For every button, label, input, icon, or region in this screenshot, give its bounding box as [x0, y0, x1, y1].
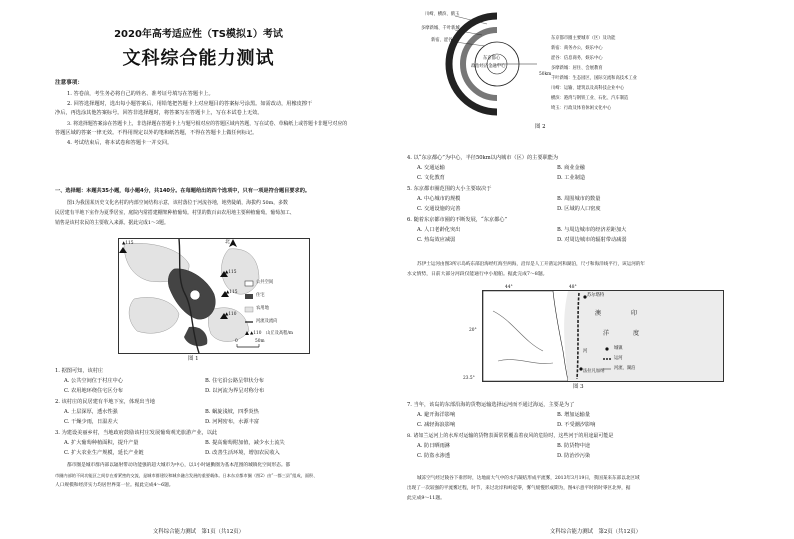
land-area	[483, 291, 568, 381]
option: C. 干燥少雨，日温差大	[64, 419, 118, 425]
option: B. 蜗旋浅坡，四季炎热	[205, 409, 259, 415]
place-label: 澳	[595, 310, 602, 317]
fig2-left-label: 川崎、横滨、鹤玉	[425, 12, 460, 17]
legend-label: 山丘及高程/m	[266, 331, 294, 336]
fig2-legend-item: 多摩新城：居住、会展教育	[551, 66, 603, 71]
figure-3-caption: 图 3	[573, 384, 584, 390]
exam-title: 2020年高考适应性（TS模拟1）考试	[114, 29, 283, 40]
legend-swatch-residential	[245, 294, 253, 299]
fig2-left-label: 新宿、涩谷	[431, 38, 453, 43]
option: C. 农用地环绕住宅区分布	[64, 388, 123, 394]
place-label: 法拉凡加纳	[583, 369, 605, 374]
intro-line: 销售是该村农民的主要收入来源。据此完成1～3题。	[55, 220, 169, 226]
fig2-legend-item: 横滨：港湾与钢铁工业、石化、汽车制造	[551, 96, 629, 101]
notice-line: 答题区域的答案一律无效。不得用规定以外的笔和纸答题，不得在答题卡上做任何标记。	[55, 130, 258, 136]
question-8: 8. 诸如兰运河上的水库对运输的货物表面常常覆盖着夜风的危险时，这些河于的用途最可能是	[407, 433, 614, 439]
option: D. 对周边城市的辐射带动减弱	[557, 237, 627, 243]
fig2-ring-label: 50km	[539, 72, 552, 77]
notice-heading: 注意事项：	[55, 80, 83, 86]
page-footer: 文科综合能力测试 第2页（共12页）	[549, 529, 642, 535]
figure-1-map	[118, 238, 310, 354]
intro-line: 图1为我国某历史文化名村的内部空间结构示意，该村落位于河流谷地，地势陡峭，海拔约 50m，多数	[67, 200, 288, 206]
option: B. 周围城市的数量	[557, 196, 601, 202]
legend-label: 河流及流向	[256, 319, 278, 324]
place-label: 印	[631, 310, 638, 317]
question-2: 2. 该村庄的民居建有半地下室，体现出当地	[55, 399, 155, 405]
intro-line: 人口规模和经济实力均居世界第一位。据此完成4～6题。	[55, 483, 174, 488]
legend-hill-mark: ▲110	[250, 331, 262, 336]
exam-subject-title: 文科综合能力测试	[122, 48, 275, 69]
place-label: 河	[583, 349, 588, 354]
intro-line: 苏伊士运河由图3所示岛屿东部沿海经红海至两海，沿岸是人工开凿运河和湖泊，尺寸和海洋线平行，该运河的年	[417, 262, 646, 267]
option: A. 土层深厚，透水性强	[64, 409, 118, 415]
question-5: 5. 东京都市圈范围的大小主要取决于	[407, 186, 492, 192]
notice-line: 4. 考试结束后，将本试卷和答题卡一并交回。	[67, 140, 173, 146]
elevation-label: ▲110	[225, 312, 237, 317]
intro-line: 出现了一次较强的平流雾过程，时节，来过北岸和岭起零，雾气缓慢形成期为，图4示意平时的时零区北界，据	[407, 486, 631, 491]
notice-line: 1. 答卷前，考生务必将自己的姓名、准考证号填写在答题卡上。	[67, 91, 214, 97]
fig2-left-label: 多摩新城、千叶新城	[421, 26, 460, 31]
public-space	[190, 290, 200, 300]
option: C. 防盗水渗透	[417, 453, 451, 459]
figure-1-caption: 图 1	[188, 356, 199, 362]
legend-label: 住宅	[256, 293, 265, 298]
elevation-label: ▲115	[225, 270, 237, 275]
option: D. 区域的人口密度	[557, 206, 601, 212]
option: A. 人口老龄化突出	[417, 227, 461, 233]
farmland-area	[129, 297, 179, 333]
question-7: 7. 当年，该岛的东部沿海的货物运输选择运河而不通过海运，主要是为了	[407, 402, 575, 408]
page-right	[397, 0, 794, 539]
option: A. 交通运输	[417, 165, 445, 171]
elevation-label: ▲115	[122, 241, 134, 246]
scale-zero: 0	[235, 339, 238, 344]
question-3: 3. 为建设美丽乡村，当地政府鼓励该村庄发展葡萄观光旅游产业，以此	[55, 430, 218, 436]
option: A. 扩大葡萄种植面积，提升产量	[64, 440, 139, 446]
option: D. 工业制造	[557, 175, 586, 181]
option: C. 扩大农业生产规模，延长产业链	[64, 450, 144, 456]
sea-area	[564, 291, 723, 381]
option: B. 住宅沿公路呈带状分布	[205, 378, 264, 384]
legend-label: 河流、湖泊	[614, 366, 636, 371]
intro-line: 都市圈是城市群内部以辐射带动功能强的超大城市为中心，以1小时通勤圈为基本范围的城镇化空间形态。都	[67, 463, 291, 468]
fig2-legend-item: 川崎：运输、建筑以及高科技企业中心	[551, 86, 625, 91]
option: A. 防日晒雨淋	[417, 443, 450, 449]
legend-label: 城镇	[614, 346, 623, 351]
figure-2	[421, 2, 767, 120]
option: D. 不受潮汐影响	[557, 422, 596, 428]
option: C. 文化教育	[417, 175, 445, 181]
intro-line: 城冻空气经过陵谷下垂形时，达地面大气中的水汽凝结形成平流雾，2013年3月19日，我国某来东部以北区域	[417, 476, 640, 481]
notice-line: 2. 回答选择题时，选出每小题答案后，用铅笔把答题卡上对应题目的答案标号涂黑。如需改动，用橡皮擦干	[67, 101, 313, 107]
fig2-center-label: 东京都心	[483, 56, 501, 61]
legend-label: 运河	[614, 356, 623, 361]
option: C. 热岛效应减弱	[417, 237, 456, 243]
latitude-label: 20°	[469, 328, 477, 333]
option: C. 减轻海浪影响	[417, 422, 456, 428]
option: D. 改善生活环境，增加农民收入	[205, 450, 280, 456]
figure-3-map	[482, 290, 724, 382]
intro-line: 市圈内部的不同功能区之间存在着紧密的交流，是城市群建设和城乡融合发展的重要载体。日本东京都市圈（图2）由“一都三县”组成，面积、	[55, 473, 318, 478]
intro-line: 水文情势，日前大部分河段仅能通行中小船舶。据此完成7～8题。	[407, 272, 548, 277]
option: B. 增加运输量	[557, 412, 591, 418]
option: B. 提高葡萄附加值，减少水土流失	[205, 440, 285, 446]
question-4: 4. 以“东京都心”为中心，半径50km以内城市（区）的主要职能为	[407, 155, 559, 161]
page-footer: 文科综合能力测试 第1页（共12页）	[152, 529, 245, 535]
place-label: 度	[633, 330, 640, 337]
question-6: 6. 随着东京都市圈的不断发展，“东京都心”	[407, 217, 508, 223]
intro-line: 此完成9～11题。	[407, 496, 445, 501]
legend-swatch-farmland	[245, 307, 253, 312]
fig2-legend-item: 新宿：商务办公，娱乐中心	[551, 46, 603, 51]
notice-line: 净后，再选涂其他答案标号。回答非选择题时，将答案写在答题卡上，写在本试卷上无效。	[55, 110, 263, 116]
place-label: 苏尔塔特	[587, 293, 605, 298]
question-1: 1. 据图可知，该村庄	[55, 368, 104, 374]
option: D. 河网密布，水源丰富	[205, 419, 259, 425]
north-label: 北	[225, 239, 231, 245]
intro-line: 民居建有半地下室作为夏季居室，庭院内常搭建棚架种植葡萄。村里的数百亩农用地主要种植葡萄。葡萄加工、	[55, 210, 295, 216]
section-heading: 一、选择题：本题共35小题，每小题4分，共140分。在每题给出的四个选项中，只有一项是符合题目要求的。	[55, 188, 311, 194]
longitude-label: 44°	[505, 285, 513, 290]
fig2-legend-item: 千叶新城：生态园区，国际交流和高技术工业	[551, 76, 637, 81]
option: A. 中心城市的规模	[417, 196, 461, 202]
elevation-label: ▲115	[226, 290, 238, 295]
figure-2-caption: 图 2	[535, 124, 546, 130]
fig2-legend-item: 涩谷：信息商务，娱乐中心	[551, 56, 603, 61]
legend-label: 农用地	[256, 306, 269, 311]
scale-end: 50m	[255, 339, 265, 344]
option: B. 商业金融	[557, 165, 585, 171]
legend-label: 公共空间	[256, 280, 274, 285]
option: A. 避开海洋影响	[417, 412, 456, 418]
option: B. 与周边城市的经济差距加大	[557, 227, 627, 233]
option: D. 防治沙污染	[557, 453, 591, 459]
place-label: 洋	[603, 330, 610, 337]
legend-swatch-public	[245, 281, 253, 286]
option: A. 公共空间位于村庄中心	[64, 378, 123, 384]
notice-line: 3. 将选择题答案涂在答题卡上，非选择题在答题卡上与题号相对应的答题区域内答题，写在试卷、草稿纸上或答题卡非题号对应的	[67, 121, 348, 127]
longitude-label: 48°	[569, 285, 577, 290]
legend-town-swatch	[605, 347, 608, 350]
latitude-label: 23.5°	[463, 376, 475, 381]
fig2-center-label: 政治经济金融中心	[471, 64, 506, 69]
north-arrow	[229, 239, 237, 247]
fig2-legend-title: 东京都市圈主要城市（区）及功能	[551, 36, 616, 41]
option: C. 交通设施的完善	[417, 206, 461, 212]
option: D. 以河流为界呈对称分布	[205, 388, 265, 394]
option: B. 防货物中途	[557, 443, 591, 449]
fig2-legend-item: 埼玉：行政及体育休闲文化中心	[551, 106, 612, 111]
